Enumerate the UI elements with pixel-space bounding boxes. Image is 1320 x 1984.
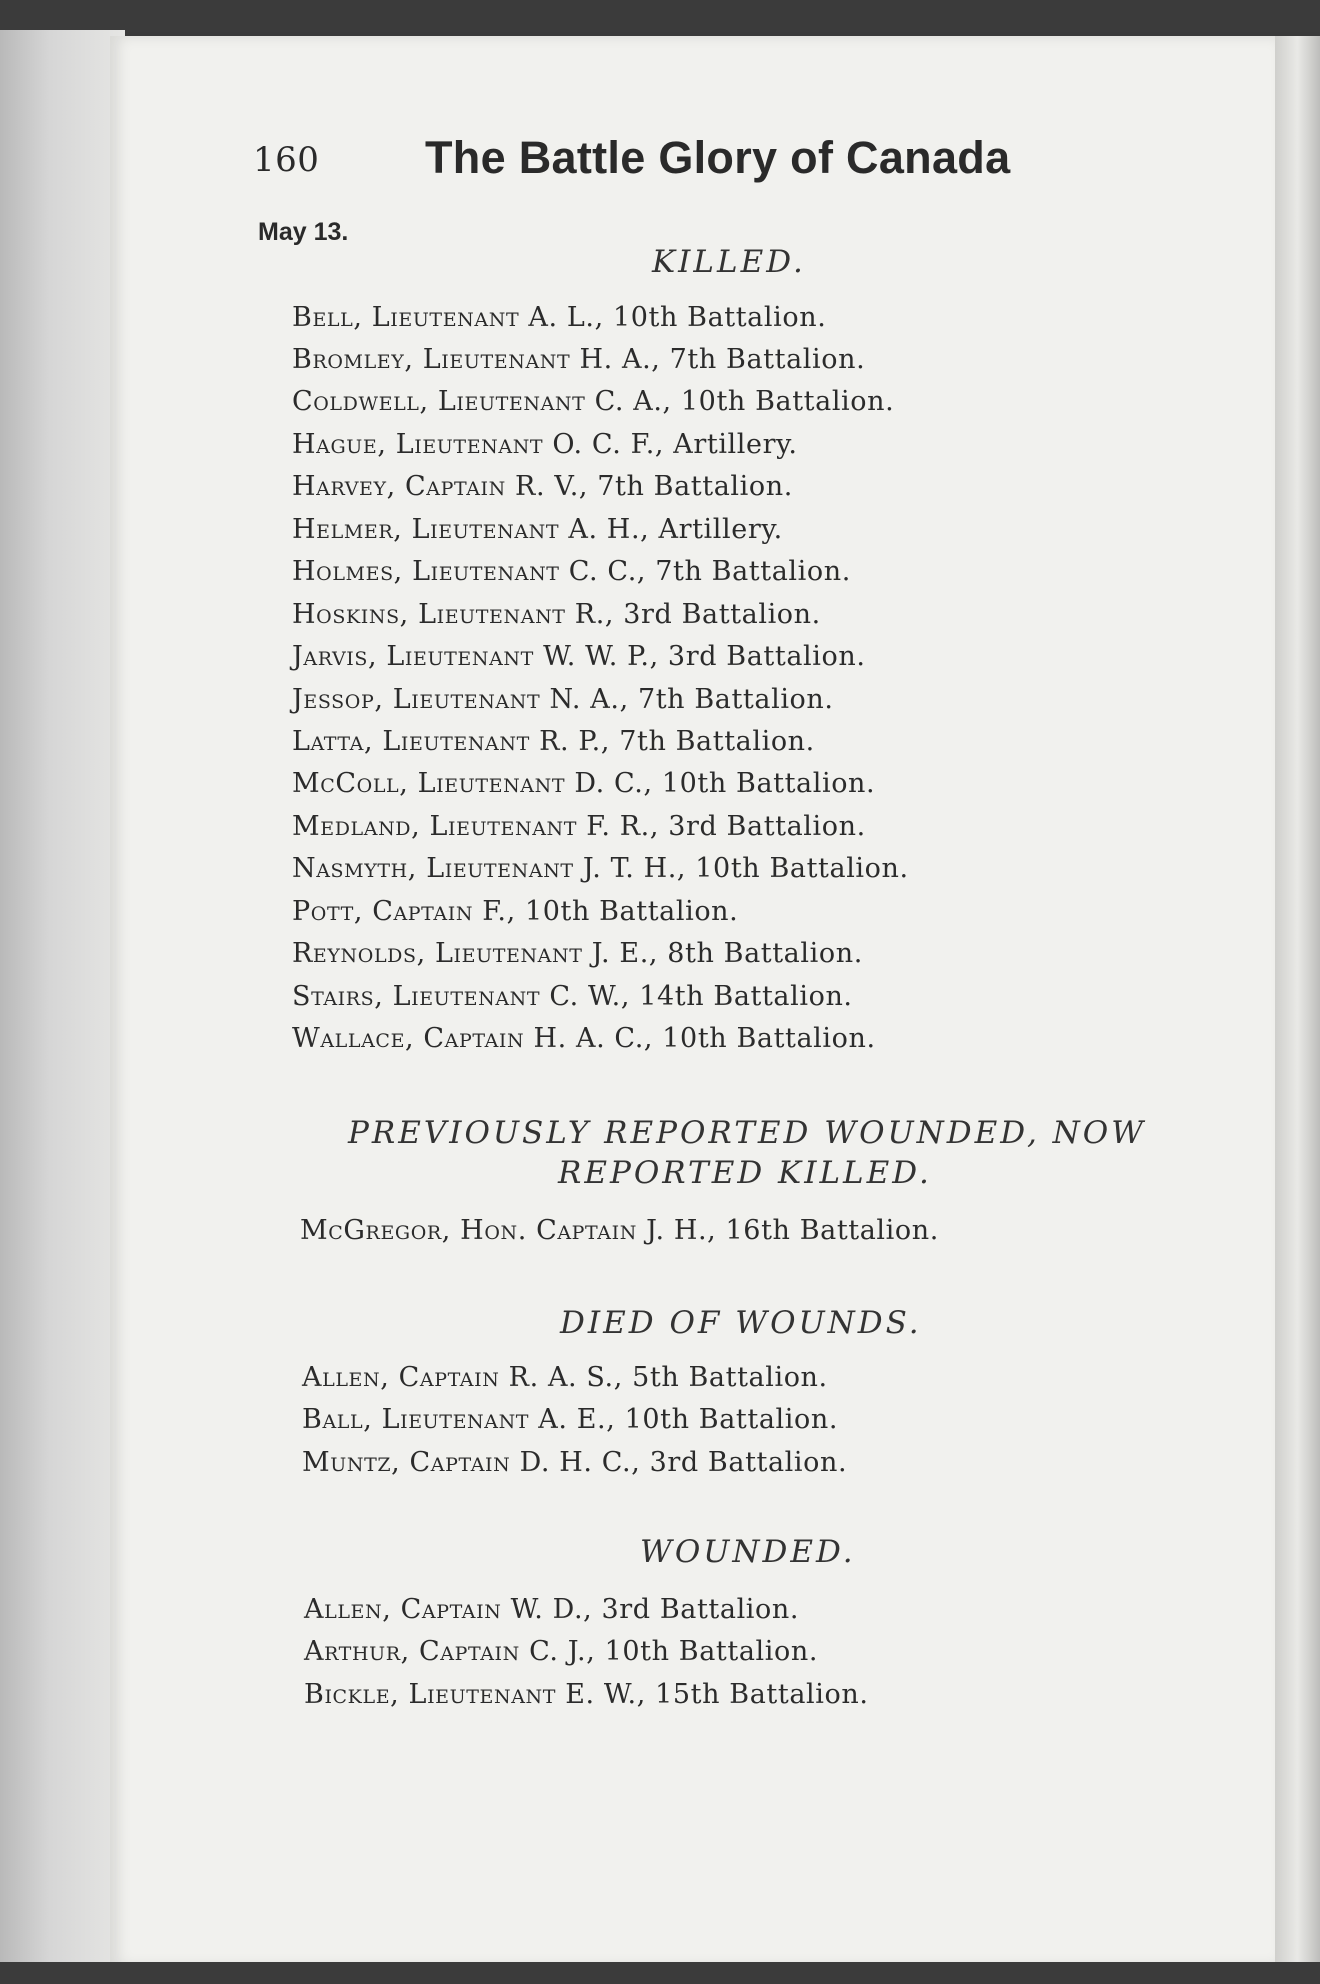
entry-rank: Lieutenant — [434, 938, 583, 969]
entry-detail: J. H., 16th Battalion. — [646, 1215, 939, 1246]
list-item — [292, 938, 863, 969]
scan-top-border — [0, 0, 1320, 32]
entry-detail: A. H., Artillery. — [568, 514, 783, 545]
entry-detail: O. C. F., Artillery. — [552, 429, 798, 460]
entry-rank: Lieutenant — [408, 1679, 557, 1710]
entry-rank: Lieutenant — [386, 641, 534, 672]
entry-detail: R., 3rd Battalion. — [574, 599, 821, 630]
entry-detail: R. A. S., 5th Battalion. — [508, 1362, 828, 1393]
entry-rank: Lieutenant — [437, 386, 586, 417]
entry-surname: Hoskins, — [292, 599, 409, 630]
list-item — [292, 429, 798, 460]
entry-rank: Captain — [423, 1023, 525, 1054]
list-item — [304, 1594, 799, 1625]
list-item — [292, 386, 894, 417]
entry-surname: Hague, — [292, 429, 387, 460]
running-title: The Battle Glory of Canada — [425, 132, 1011, 183]
list-item — [292, 471, 793, 502]
entry-detail: J. E., 8th Battalion. — [591, 938, 863, 969]
entry-detail: J. T. H., 10th Battalion. — [582, 853, 909, 884]
book-left-edge — [0, 30, 125, 1970]
entry-surname: Jarvis, — [292, 641, 378, 672]
entry-detail: C. J., 10th Battalion. — [529, 1636, 819, 1667]
list-item — [292, 811, 866, 842]
entry-surname: McGregor, — [300, 1215, 451, 1246]
entry-surname: Harvey, — [292, 471, 396, 502]
entry-detail: N. A., 7th Battalion. — [549, 684, 834, 715]
entry-surname: Bickle, — [304, 1679, 400, 1710]
entry-surname: Reynolds, — [292, 938, 426, 969]
entry-rank: Lieutenant — [422, 344, 571, 375]
entry-rank: Lieutenant — [371, 302, 520, 333]
entry-rank: Captain — [398, 1362, 500, 1393]
entry-surname: Ball, — [302, 1404, 373, 1435]
entry-rank: Lieutenant — [412, 556, 560, 587]
list-item — [292, 684, 834, 715]
list-item — [292, 599, 821, 630]
entry-surname: Stairs, — [292, 981, 384, 1012]
list-item — [292, 981, 853, 1012]
entry-detail: C. A., 10th Battalion. — [594, 386, 895, 417]
section-heading-killed: KILLED. — [652, 244, 806, 280]
list-item — [302, 1447, 847, 1478]
entry-rank: Lieutenant — [417, 768, 566, 799]
list-item — [292, 896, 738, 927]
entry-detail: R. P., 7th Battalion. — [539, 726, 815, 757]
section-heading-previously-reported: PREVIOUSLY REPORTED WOUNDED, NOW — [348, 1115, 1147, 1151]
entry-rank: Captain — [400, 1594, 502, 1625]
entry-detail: D. H. C., 3rd Battalion. — [519, 1447, 848, 1478]
list-item — [292, 853, 909, 884]
entry-rank: Lieutenant — [411, 514, 560, 545]
section-heading-previously-reported-line2: REPORTED KILLED. — [558, 1155, 932, 1191]
list-item — [292, 514, 783, 545]
entry-detail: F., 10th Battalion. — [482, 896, 739, 927]
entry-rank: Lieutenant — [418, 599, 566, 630]
entry-detail: F. R., 3rd Battalion. — [586, 811, 866, 842]
entry-surname: Bromley, — [292, 344, 414, 375]
list-item — [292, 302, 826, 333]
list-item — [304, 1679, 869, 1710]
entry-rank: Lieutenant — [429, 811, 578, 842]
list-item — [302, 1362, 828, 1393]
entry-surname: Medland, — [292, 811, 421, 842]
list-item — [304, 1636, 818, 1667]
entry-rank: Lieutenant — [395, 429, 544, 460]
entry-surname: Arthur, — [304, 1636, 410, 1667]
entry-detail: C. C., 7th Battalion. — [568, 556, 851, 587]
entry-surname: Latta, — [292, 726, 374, 757]
list-item — [292, 344, 865, 375]
list-item — [292, 1023, 876, 1054]
entry-surname: Coldwell, — [292, 386, 429, 417]
entry-surname: Allen, — [304, 1594, 392, 1625]
entry-detail: C. W., 14th Battalion. — [549, 981, 853, 1012]
page-number: 160 — [253, 140, 320, 180]
entry-surname: McColl, — [292, 768, 409, 799]
entry-rank: Lieutenant — [392, 684, 541, 715]
entry-rank: Captain — [409, 1447, 511, 1478]
entry-surname: Holmes, — [292, 556, 403, 587]
entry-surname: Muntz, — [302, 1447, 401, 1478]
section-heading-wounded: WOUNDED. — [640, 1534, 856, 1570]
entry-detail: R. V., 7th Battalion. — [515, 471, 793, 502]
entry-rank: Hon. Captain — [460, 1215, 637, 1246]
entry-detail: D. C., 10th Battalion. — [574, 768, 876, 799]
entry-surname: Allen, — [302, 1362, 390, 1393]
entry-detail: W. D., 3rd Battalion. — [510, 1594, 800, 1625]
entry-surname: Helmer, — [292, 514, 403, 545]
entry-rank: Lieutenant — [426, 853, 574, 884]
entry-surname: Bell, — [292, 302, 363, 333]
scan-bottom-border — [0, 1962, 1320, 1984]
entry-detail: A. L., 10th Battalion. — [528, 302, 827, 333]
entry-surname: Wallace, — [292, 1023, 415, 1054]
list-item — [292, 768, 875, 799]
entry-detail: E. W., 15th Battalion. — [565, 1679, 869, 1710]
date-note: May 13. — [258, 218, 349, 246]
entry-surname: Jessop, — [292, 684, 384, 715]
list-item — [302, 1404, 838, 1435]
entry-rank: Lieutenant — [392, 981, 541, 1012]
list-item — [292, 556, 851, 587]
entry-rank: Lieutenant — [382, 726, 530, 757]
entry-detail: H. A. C., 10th Battalion. — [533, 1023, 876, 1054]
entry-surname: Nasmyth, — [292, 853, 417, 884]
entry-detail: H. A., 7th Battalion. — [579, 344, 866, 375]
list-item — [292, 641, 866, 672]
entry-detail: A. E., 10th Battalion. — [538, 1404, 839, 1435]
entry-detail: W. W. P., 3rd Battalion. — [543, 641, 866, 672]
entry-rank: Lieutenant — [381, 1404, 530, 1435]
entry-surname: Pott, — [292, 896, 364, 927]
entry-rank: Captain — [419, 1636, 520, 1667]
entry-rank: Captain — [372, 896, 474, 927]
book-right-edge — [1275, 36, 1320, 1966]
list-item — [292, 726, 815, 757]
section-heading-died-of-wounds: DIED OF WOUNDS. — [560, 1305, 922, 1341]
entry-rank: Captain — [405, 471, 506, 502]
list-item — [300, 1215, 939, 1246]
